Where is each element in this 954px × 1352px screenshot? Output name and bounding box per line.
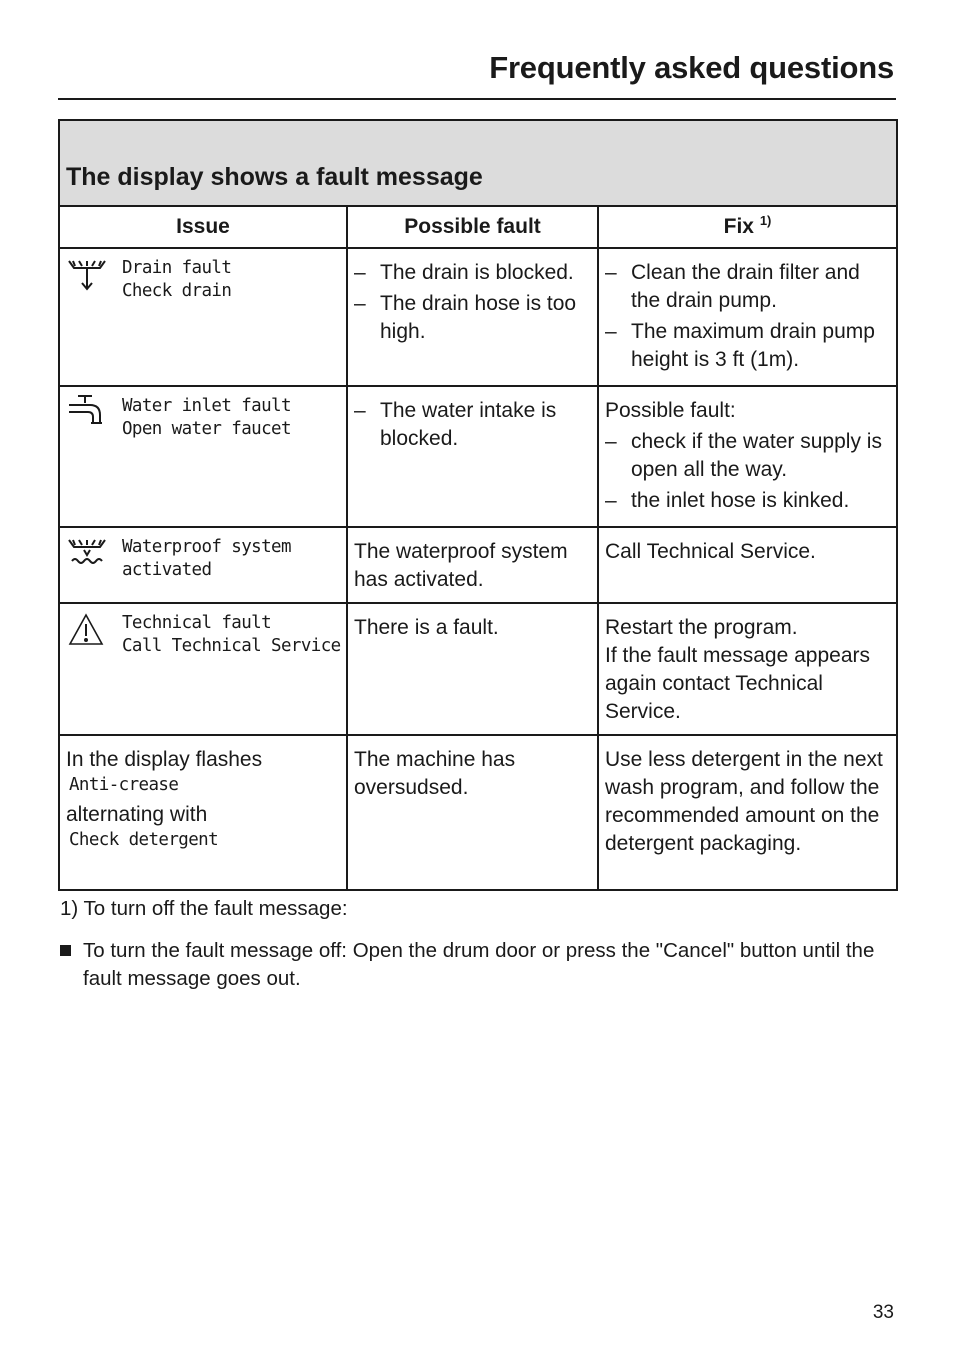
column-header-issue: Issue (59, 206, 347, 248)
issue-text: alternating with (66, 803, 208, 826)
table-header-row (59, 206, 897, 248)
warning-triangle-icon (66, 608, 122, 658)
display-message-line: Call Technical Service (122, 636, 341, 656)
fix-intro: Possible fault: (605, 399, 736, 422)
fix-item: – check if the water supply is open all the way. (605, 428, 892, 484)
display-message-line: Open water faucet (122, 419, 291, 439)
instruction-text: To turn the fault message off: Open the drum door or press the "Cancel" button until the fault message goes out. (83, 939, 875, 990)
fix-cell (598, 735, 897, 890)
page-number: 33 (872, 1302, 894, 1323)
fault-text: There is a fault. (354, 616, 499, 639)
waterproof-system-icon (66, 532, 122, 582)
bullet-square-icon (60, 945, 71, 956)
fix-cell (598, 527, 897, 603)
footnote: 1) To turn off the fault message: (60, 897, 348, 920)
issue-cell (59, 386, 347, 527)
display-message (122, 532, 291, 582)
drain-icon (66, 253, 122, 303)
fault-text: The machine has oversudsed. (354, 748, 516, 799)
display-message: Check detergent (69, 830, 219, 850)
possible-fault-cell (347, 248, 598, 386)
display-message-line: activated (122, 560, 212, 580)
section-title: The display shows a fault message (66, 163, 483, 191)
issue-cell (59, 248, 347, 386)
fix-item: – The maximum drain pump height is 3 ft (1m). (605, 318, 892, 374)
display-message-line: Water inlet fault (122, 396, 291, 416)
table-section-header (59, 120, 897, 206)
fix-text: If the fault message appears again contact Technical Service. (605, 644, 870, 723)
fix-cell (598, 248, 897, 386)
fix-text: Restart the program. (605, 616, 798, 639)
fix-item: – Clean the drain filter and the drain pump. (605, 259, 892, 315)
page-title: Frequently asked questions (489, 50, 894, 85)
display-message (122, 608, 341, 658)
fault-item: – The water intake is blocked. (354, 397, 593, 453)
display-message (122, 391, 291, 441)
possible-fault-cell (347, 527, 598, 603)
water-faucet-icon (66, 391, 122, 441)
issue-cell (59, 735, 347, 890)
column-header-possible-fault: Possible fault (347, 206, 598, 248)
display-message-line: Technical fault (122, 613, 272, 633)
issue-cell (59, 527, 347, 603)
display-message-line: Waterproof system (122, 537, 291, 557)
fix-cell (598, 603, 897, 735)
fault-text: The waterproof system has activated. (354, 540, 568, 591)
display-message: Anti-crease (69, 775, 179, 795)
possible-fault-cell (347, 603, 598, 735)
footnote-marker: 1) (759, 213, 772, 228)
table-row (59, 386, 897, 527)
fix-cell (598, 386, 897, 527)
fix-text: Call Technical Service. (605, 540, 816, 563)
possible-fault-cell (347, 735, 598, 890)
fault-item: – The drain is blocked. (354, 259, 593, 287)
display-message-line: Drain fault (122, 258, 232, 278)
fault-item: – The drain hose is too high. (354, 290, 593, 346)
fix-item: – the inlet hose is kinked. (605, 487, 892, 515)
issue-cell (59, 603, 347, 735)
table-row (59, 527, 897, 603)
fault-message-table (58, 119, 898, 891)
display-message-line: Check drain (122, 281, 232, 301)
display-message (122, 253, 231, 303)
table-row (59, 603, 897, 735)
table-row (59, 248, 897, 386)
instruction-item (58, 937, 898, 993)
column-header-fix-label: Fix (723, 215, 754, 238)
column-header-fix (598, 206, 897, 248)
table-row (59, 735, 897, 890)
fix-text: Use less detergent in the next wash program, and follow the recommended amount on the detergent packaging. (605, 748, 883, 855)
possible-fault-cell (347, 386, 598, 527)
issue-text: In the display flashes (66, 748, 263, 771)
title-divider (58, 98, 896, 100)
